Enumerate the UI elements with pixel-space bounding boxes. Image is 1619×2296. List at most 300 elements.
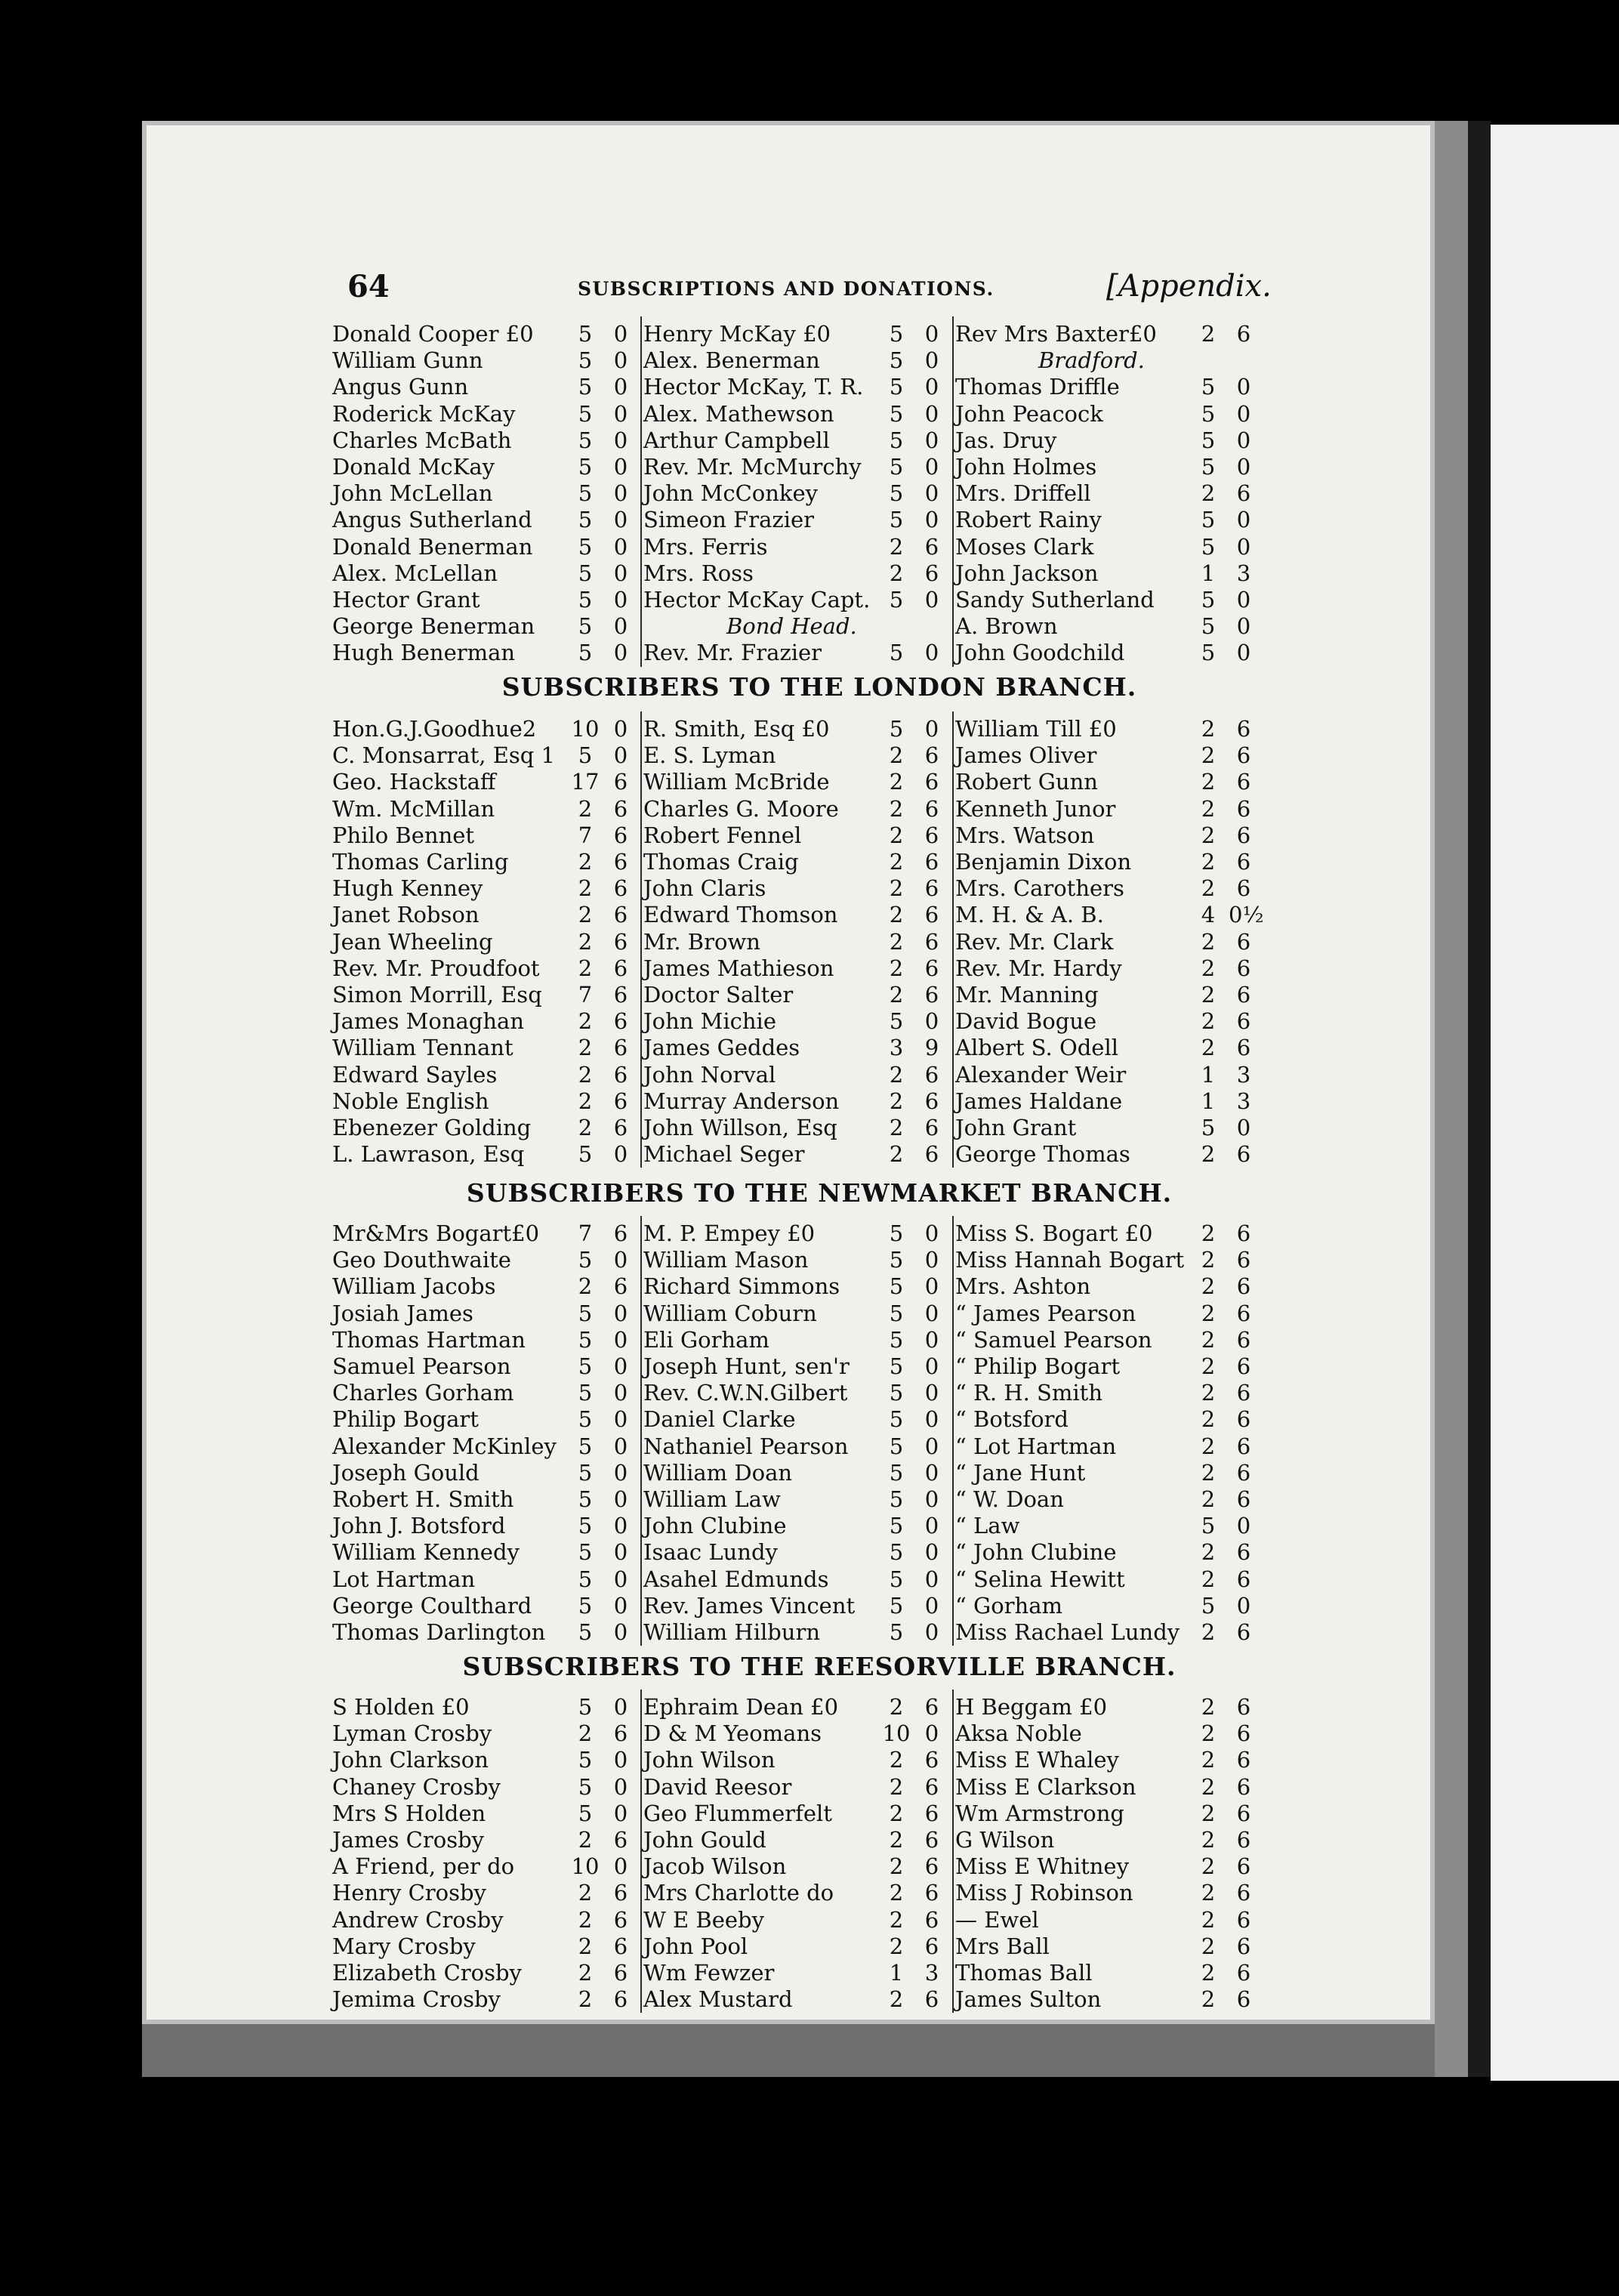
amount-pence: 0 (1236, 374, 1251, 400)
amount-pence: 0 (613, 1592, 628, 1619)
facing-page-edge (1491, 125, 1619, 2081)
subscriber-name: Nathaniel Pearson (643, 1433, 849, 1459)
amount-pence: 0 (613, 1141, 628, 1168)
amount-pence: 6 (924, 1088, 939, 1114)
subscriber-name: Rev. Mr. Proudfoot (332, 955, 540, 981)
subscriber-name: Miss S. Bogart £0 (955, 1221, 1153, 1246)
amount-shillings: 2 (1201, 1326, 1216, 1353)
subscriber-name: “ Lot Hartman (955, 1433, 1117, 1459)
amount-shillings: 2 (578, 1720, 593, 1747)
amount-pence: 0 (924, 1221, 939, 1246)
amount-pence: 0 (924, 640, 939, 666)
column-rule (640, 1690, 642, 2013)
amount-shillings: 5 (578, 480, 593, 507)
amount-pence: 6 (1236, 769, 1251, 795)
subscriber-name: Andrew Crosby (332, 1906, 504, 1933)
amount-pence: 0 (613, 1486, 628, 1512)
subscriber-name: “ John Clubine (955, 1539, 1117, 1566)
subscriber-name: Bond Head. (726, 613, 857, 640)
amount-shillings: 5 (889, 321, 904, 347)
amount-shillings: 5 (578, 1592, 593, 1619)
subscriber-name: Rev Mrs Baxter£0 (955, 321, 1157, 347)
amount-shillings: 2 (1201, 1960, 1216, 1986)
amount-shillings: 2 (889, 1088, 904, 1114)
amount-pence: 0 (613, 400, 628, 427)
amount-shillings: 5 (889, 1486, 904, 1512)
amount-pence: 0 (613, 1694, 628, 1720)
subscriber-name: John Goodchild (955, 640, 1125, 666)
subscriber-name: Rev. Mr. Hardy (955, 955, 1122, 981)
amount-pence: 6 (1236, 1773, 1251, 1800)
amount-pence: 6 (1236, 822, 1251, 848)
amount-pence: 0 (924, 1720, 939, 1747)
amount-shillings: 2 (1201, 795, 1216, 822)
subscriber-name: Mrs S Holden (332, 1800, 486, 1826)
amount-pence: 6 (924, 982, 939, 1008)
amount-shillings: 5 (889, 1326, 904, 1353)
amount-shillings: 5 (578, 1380, 593, 1406)
amount-pence: 6 (1236, 1747, 1251, 1773)
amount-pence: 6 (1236, 875, 1251, 902)
subscriber-name: Janet Robson (332, 902, 480, 928)
amount-shillings: 5 (578, 560, 593, 586)
amount-pence: 0 (924, 1273, 939, 1300)
amount-pence: 6 (613, 982, 628, 1008)
amount-pence: 0 (613, 454, 628, 480)
subscriber-name: A Friend, per do (332, 1853, 515, 1880)
amount-pence: 0 (1236, 613, 1251, 640)
subscriber-name: Donald Cooper £0 (332, 321, 534, 347)
amount-pence: 6 (613, 1906, 628, 1933)
amount-shillings: 10 (571, 1853, 600, 1880)
amount-shillings: 5 (578, 321, 593, 347)
subscriber-name: H Beggam £0 (955, 1694, 1108, 1720)
amount-pence: 0 (924, 427, 939, 453)
amount-shillings: 5 (889, 347, 904, 374)
subscriber-name: Murray Anderson (643, 1088, 840, 1114)
amount-shillings: 2 (578, 1061, 593, 1088)
amount-pence: 6 (1236, 955, 1251, 981)
amount-shillings: 2 (1201, 1694, 1216, 1720)
subscriber-name: Samuel Pearson (332, 1353, 511, 1379)
amount-pence: 0 (1236, 454, 1251, 480)
amount-shillings: 2 (1201, 1247, 1216, 1273)
amount-pence: 6 (924, 1827, 939, 1853)
amount-shillings: 5 (578, 1566, 593, 1592)
subscriber-name: Robert H. Smith (332, 1486, 514, 1512)
subscriber-name: Arthur Campbell (643, 427, 830, 453)
amount-pence: 0 (1236, 587, 1251, 613)
subscriber-name: Rev. Mr. Frazier (643, 640, 822, 666)
subscriber-name: William Hilburn (643, 1619, 821, 1645)
amount-pence: 6 (613, 1827, 628, 1853)
amount-shillings: 2 (1201, 321, 1216, 347)
amount-pence: 0 (924, 400, 939, 427)
subscriber-name: John Peacock (955, 400, 1103, 427)
amount-shillings: 5 (1201, 613, 1216, 640)
amount-shillings: 5 (889, 480, 904, 507)
amount-shillings: 2 (1201, 849, 1216, 875)
amount-shillings: 7 (578, 822, 593, 848)
amount-pence: 0 (613, 1326, 628, 1353)
amount-shillings: 5 (578, 742, 593, 769)
amount-shillings: 2 (578, 1035, 593, 1061)
amount-pence: 6 (613, 955, 628, 981)
amount-pence: 0 (1236, 1115, 1251, 1140)
subscriber-name: George Benerman (332, 613, 535, 640)
amount-shillings: 5 (889, 1459, 904, 1486)
amount-pence: 0 (613, 1566, 628, 1592)
amount-pence: 3 (1236, 1061, 1251, 1088)
amount-pence: 0 (613, 533, 628, 560)
subscriber-name: John McLellan (332, 480, 493, 507)
amount-shillings: 2 (889, 560, 904, 586)
amount-pence: 6 (1236, 1566, 1251, 1592)
subscriber-name: “ W. Doan (955, 1486, 1064, 1512)
amount-shillings: 5 (889, 640, 904, 666)
amount-pence: 0 (924, 1459, 939, 1486)
amount-shillings: 5 (1201, 427, 1216, 453)
amount-pence: 6 (924, 533, 939, 560)
amount-shillings: 5 (889, 1300, 904, 1326)
amount-shillings: 2 (578, 955, 593, 981)
amount-pence: 0 (924, 1513, 939, 1539)
amount-shillings: 5 (578, 400, 593, 427)
subscriber-name: Robert Gunn (955, 769, 1098, 795)
subscriber-name: Mr&Mrs Bogart£0 (332, 1221, 540, 1246)
subscriber-name: “ Law (955, 1513, 1020, 1539)
amount-pence: 6 (613, 875, 628, 902)
subscriber-name: “ Samuel Pearson (955, 1326, 1152, 1353)
subscriber-name: Alex Mustard (643, 1986, 793, 2013)
amount-shillings: 2 (1201, 1380, 1216, 1406)
subscriber-name: Miss J Robinson (955, 1880, 1133, 1906)
amount-shillings: 2 (1201, 1035, 1216, 1061)
amount-pence: 6 (1236, 1008, 1251, 1035)
subscriber-name: James Monaghan (332, 1008, 525, 1035)
subscriber-name: Edward Sayles (332, 1061, 498, 1088)
amount-pence: 0½ (1229, 902, 1264, 928)
amount-pence: 0 (924, 454, 939, 480)
amount-shillings: 2 (1201, 1539, 1216, 1566)
appendix-label: [Appendix. (1106, 269, 1272, 304)
amount-pence: 6 (924, 1853, 939, 1880)
amount-pence: 0 (924, 1008, 939, 1035)
subscriber-name: Henry Crosby (332, 1880, 486, 1906)
amount-shillings: 2 (889, 902, 904, 928)
subscriber-name: Charles G. Moore (643, 795, 839, 822)
amount-shillings: 2 (1201, 1619, 1216, 1645)
amount-pence: 6 (613, 1720, 628, 1747)
amount-pence: 0 (613, 1800, 628, 1826)
subscriber-name: W E Beeby (643, 1906, 764, 1933)
subscriber-name: “ Botsford (955, 1406, 1069, 1433)
amount-shillings: 2 (889, 1115, 904, 1140)
subscriber-name: Jemima Crosby (332, 1986, 501, 2013)
amount-shillings: 2 (578, 902, 593, 928)
amount-shillings: 2 (1201, 1406, 1216, 1433)
subscriber-name: Thomas Darlington (332, 1619, 546, 1645)
subscriber-name: Jean Wheeling (332, 928, 493, 955)
subscriber-name: Rev. James Vincent (643, 1592, 856, 1619)
amount-pence: 6 (924, 822, 939, 848)
amount-shillings: 2 (1201, 1933, 1216, 1959)
amount-pence: 0 (613, 1433, 628, 1459)
amount-shillings: 5 (578, 1433, 593, 1459)
amount-pence: 0 (613, 560, 628, 586)
amount-pence: 6 (924, 1800, 939, 1826)
amount-pence: 0 (613, 1747, 628, 1773)
amount-pence: 0 (613, 1513, 628, 1539)
amount-shillings: 2 (889, 875, 904, 902)
amount-pence: 0 (1236, 427, 1251, 453)
amount-shillings: 2 (1201, 875, 1216, 902)
amount-pence: 6 (1236, 742, 1251, 769)
amount-shillings: 2 (889, 849, 904, 875)
amount-shillings: 5 (889, 1592, 904, 1619)
amount-pence: 6 (924, 1115, 939, 1140)
amount-shillings: 2 (889, 1747, 904, 1773)
amount-pence: 6 (1236, 1906, 1251, 1933)
amount-shillings: 2 (889, 1933, 904, 1959)
subscriber-name: John Michie (643, 1008, 776, 1035)
amount-pence: 6 (613, 1035, 628, 1061)
subscriber-name: Edward Thomson (643, 902, 838, 928)
amount-shillings: 2 (1201, 1853, 1216, 1880)
amount-shillings: 2 (1201, 1747, 1216, 1773)
amount-pence: 0 (613, 716, 628, 742)
amount-pence: 0 (613, 427, 628, 453)
subscriber-name: Chaney Crosby (332, 1773, 501, 1800)
amount-shillings: 2 (578, 1880, 593, 1906)
amount-pence: 0 (613, 1773, 628, 1800)
amount-pence: 0 (1236, 1513, 1251, 1539)
amount-pence: 6 (924, 1747, 939, 1773)
amount-shillings: 2 (1201, 1221, 1216, 1246)
amount-pence: 6 (613, 1008, 628, 1035)
subscriber-name: Richard Simmons (643, 1273, 840, 1300)
subscriber-name: William Coburn (643, 1300, 817, 1326)
subscriber-name: D & M Yeomans (643, 1720, 822, 1747)
subscriber-name: George Thomas (955, 1141, 1130, 1168)
amount-pence: 6 (1236, 849, 1251, 875)
amount-pence: 0 (924, 1353, 939, 1379)
subscriber-name: David Reesor (643, 1773, 792, 1800)
amount-shillings: 2 (889, 982, 904, 1008)
amount-shillings: 5 (1201, 640, 1216, 666)
amount-pence: 6 (1236, 1853, 1251, 1880)
amount-shillings: 2 (889, 1853, 904, 1880)
amount-shillings: 5 (578, 454, 593, 480)
amount-pence: 0 (1236, 1592, 1251, 1619)
amount-pence: 0 (613, 1853, 628, 1880)
amount-pence: 0 (924, 1619, 939, 1645)
subscriber-name: Michael Seger (643, 1141, 805, 1168)
amount-shillings: 4 (1201, 902, 1216, 928)
amount-shillings: 2 (889, 742, 904, 769)
amount-shillings: 5 (1201, 1513, 1216, 1539)
amount-shillings: 3 (889, 1035, 904, 1061)
amount-shillings: 5 (1201, 507, 1216, 533)
amount-shillings: 5 (1201, 533, 1216, 560)
subscriber-name: Joseph Hunt, sen'r (643, 1353, 850, 1379)
amount-pence: 0 (1236, 533, 1251, 560)
amount-shillings: 17 (571, 769, 600, 795)
amount-shillings: 2 (1201, 1827, 1216, 1853)
amount-shillings: 5 (889, 1353, 904, 1379)
amount-pence: 6 (1236, 1827, 1251, 1853)
amount-shillings: 2 (1201, 1880, 1216, 1906)
amount-shillings: 5 (578, 427, 593, 453)
amount-shillings: 5 (578, 347, 593, 374)
amount-shillings: 2 (1201, 982, 1216, 1008)
amount-pence: 0 (924, 716, 939, 742)
subscriber-name: Josiah James (332, 1300, 473, 1326)
subscriber-name: “ James Pearson (955, 1300, 1136, 1326)
subscriber-name: Lot Hartman (332, 1566, 476, 1592)
subscriber-name: Alexander Weir (955, 1061, 1127, 1088)
amount-shillings: 2 (1201, 1773, 1216, 1800)
subscriber-name: Mrs. Watson (955, 822, 1095, 848)
amount-pence: 0 (1236, 507, 1251, 533)
subscriber-name: Jas. Druy (955, 427, 1057, 453)
subscriber-name: Doctor Salter (643, 982, 794, 1008)
amount-pence: 0 (924, 587, 939, 613)
subscriber-name: Isaac Lundy (643, 1539, 778, 1566)
amount-pence: 6 (1236, 1800, 1251, 1826)
amount-pence: 6 (924, 1986, 939, 2013)
amount-shillings: 5 (578, 1459, 593, 1486)
amount-shillings: 5 (889, 1566, 904, 1592)
subscriber-name: Mrs. Driffell (955, 480, 1091, 507)
amount-shillings: 5 (889, 454, 904, 480)
column-rule (640, 316, 642, 667)
amount-shillings: 5 (578, 613, 593, 640)
subscriber-name: Mrs. Ross (643, 560, 754, 586)
subscriber-name: Rev. Mr. McMurchy (643, 454, 862, 480)
amount-shillings: 2 (889, 1773, 904, 1800)
amount-shillings: 5 (578, 1486, 593, 1512)
amount-shillings: 5 (578, 374, 593, 400)
amount-pence: 0 (924, 1326, 939, 1353)
amount-pence: 6 (924, 742, 939, 769)
subscriber-name: “ R. H. Smith (955, 1380, 1103, 1406)
subscriber-name: — Ewel (955, 1906, 1039, 1933)
subscriber-name: Noble English (332, 1088, 489, 1114)
amount-shillings: 5 (578, 1800, 593, 1826)
amount-shillings: 2 (889, 1694, 904, 1720)
amount-pence: 6 (613, 822, 628, 848)
subscriber-name: John Holmes (955, 454, 1097, 480)
subscriber-name: Thomas Driffle (955, 374, 1120, 400)
amount-shillings: 5 (889, 1221, 904, 1246)
amount-shillings: 5 (889, 1008, 904, 1035)
amount-shillings: 2 (1201, 1720, 1216, 1747)
subscriber-name: Henry McKay £0 (643, 321, 831, 347)
amount-shillings: 5 (889, 374, 904, 400)
subscriber-name: Hector McKay, T. R. (643, 374, 864, 400)
subscriber-name: James Mathieson (643, 955, 834, 981)
subscriber-name: Donald McKay (332, 454, 495, 480)
amount-pence: 6 (1236, 1273, 1251, 1300)
subscriber-name: Thomas Hartman (332, 1326, 526, 1353)
amount-shillings: 2 (1201, 1459, 1216, 1486)
amount-shillings: 5 (1201, 1115, 1216, 1140)
amount-shillings: 2 (1201, 1433, 1216, 1459)
amount-shillings: 7 (578, 982, 593, 1008)
subscriber-name: William Tennant (332, 1035, 513, 1061)
book-gutter (1468, 121, 1491, 2077)
amount-pence: 6 (924, 902, 939, 928)
subscriber-name: James Oliver (955, 742, 1097, 769)
amount-shillings: 5 (1201, 1592, 1216, 1619)
amount-shillings: 5 (578, 1513, 593, 1539)
subscriber-name: Aksa Noble (955, 1720, 1082, 1747)
subscriber-name: John McConkey (643, 480, 819, 507)
subscriber-name: Mr. Brown (643, 928, 760, 955)
amount-pence: 6 (1236, 1933, 1251, 1959)
amount-pence: 0 (924, 1433, 939, 1459)
book-spine (1435, 121, 1468, 2077)
subscriber-name: Robert Fennel (643, 822, 802, 848)
subscriber-name: Lyman Crosby (332, 1720, 492, 1747)
subscriber-name: Mrs Ball (955, 1933, 1050, 1959)
subscriber-name: L. Lawrason, Esq (332, 1141, 525, 1168)
amount-shillings: 2 (578, 928, 593, 955)
subscriber-name: Hector McKay Capt. (643, 587, 871, 613)
amount-pence: 0 (924, 1380, 939, 1406)
amount-pence: 6 (1236, 1960, 1251, 1986)
subscriber-name: Miss E Whaley (955, 1747, 1119, 1773)
amount-pence: 0 (924, 480, 939, 507)
amount-pence: 0 (613, 1247, 628, 1273)
amount-shillings: 2 (889, 1827, 904, 1853)
amount-pence: 0 (924, 1539, 939, 1566)
amount-pence: 0 (924, 1406, 939, 1433)
amount-shillings: 5 (578, 1773, 593, 1800)
amount-pence: 6 (1236, 480, 1251, 507)
amount-shillings: 5 (578, 1247, 593, 1273)
subscriber-name: John J. Botsford (332, 1513, 506, 1539)
amount-pence: 6 (613, 1986, 628, 2013)
amount-shillings: 5 (578, 1326, 593, 1353)
amount-shillings: 1 (889, 1960, 904, 1986)
amount-shillings: 2 (1201, 1273, 1216, 1300)
subscriber-name: C. Monsarrat, Esq 1 (332, 742, 555, 769)
amount-shillings: 2 (889, 928, 904, 955)
amount-pence: 0 (924, 1247, 939, 1273)
column-rule (952, 1216, 954, 1646)
subscriber-name: Angus Gunn (332, 374, 469, 400)
amount-pence: 0 (613, 587, 628, 613)
subscriber-name: Angus Sutherland (332, 507, 532, 533)
subscriber-name: Daniel Clarke (643, 1406, 796, 1433)
subscriber-name: A. Brown (955, 613, 1058, 640)
section-title-reesorville: SUBSCRIBERS TO THE REESORVILLE BRANCH. (462, 1652, 1176, 1681)
subscriber-name: David Bogue (955, 1008, 1097, 1035)
subscriber-name: Hugh Kenney (332, 875, 483, 902)
subscriber-name: William Jacobs (332, 1273, 496, 1300)
amount-pence: 0 (613, 1380, 628, 1406)
amount-shillings: 2 (889, 822, 904, 848)
amount-pence: 6 (613, 1115, 628, 1140)
amount-shillings: 2 (1201, 480, 1216, 507)
amount-pence: 0 (613, 1300, 628, 1326)
amount-shillings: 2 (889, 1061, 904, 1088)
amount-shillings: 5 (578, 1141, 593, 1168)
subscriber-name: Simeon Frazier (643, 507, 815, 533)
subscriber-name: John Willson, Esq (643, 1115, 837, 1140)
